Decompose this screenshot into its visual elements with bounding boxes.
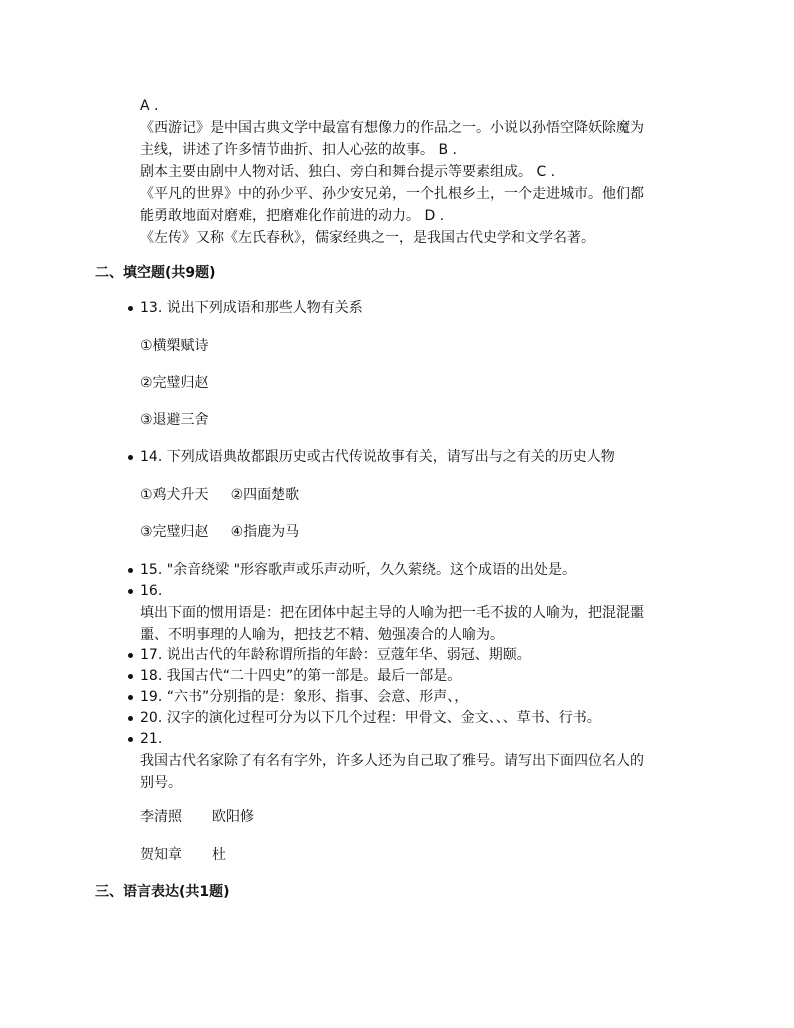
q21-item: 杜 <box>212 847 226 863</box>
q14-row <box>140 484 299 506</box>
q21-item: 欧阳修 <box>212 809 254 825</box>
question-number: 21. <box>140 731 163 747</box>
q13-item: ③退避三舍 <box>140 412 209 428</box>
question-16 <box>140 580 710 646</box>
question-17 <box>140 644 710 666</box>
bullet-icon <box>128 306 133 311</box>
q14-item: ③完璧归赵 <box>140 524 209 540</box>
intro-line: 主线，讲述了许多情节曲折、扣人心弦的故事。 B . <box>140 142 457 158</box>
q21-item: 李清照 <box>140 809 182 825</box>
bullet-icon <box>128 695 133 700</box>
intro-line: 《左传》又称《左氏春秋》，儒家经典之一，是我国古代史学和文学名著。 <box>140 230 595 246</box>
intro-line: A . <box>140 98 159 114</box>
section-heading-expression: 三、语言表达(共1题) <box>95 884 230 900</box>
q14-item: ①鸡犬升天 <box>140 487 209 503</box>
intro-line: 《平凡的世界》中的孙少平、孙少安兄弟，一个扎根乡土，一个走进城市。他们都 <box>140 186 644 202</box>
question-15 <box>140 559 710 581</box>
question-text: 18. 我国古代“二十四史”的第一部是。最后一部是。 <box>140 668 462 684</box>
question-text: 13. 说出下列成语和那些人物有关系 <box>140 300 363 316</box>
question-18 <box>140 665 710 687</box>
question-text: 19. “六书”分别指的是：象形、指事、会意、形声、， <box>140 689 469 705</box>
question-19 <box>140 686 710 708</box>
bullet-icon <box>128 568 133 573</box>
question-20 <box>140 707 710 729</box>
question-13 <box>140 297 710 319</box>
q14-row <box>140 521 299 543</box>
bullet-icon <box>128 653 133 658</box>
question-text: 17. 说出古代的年龄称谓所指的年龄：豆蔻年华、弱冠、期颐。 <box>140 647 531 663</box>
bullet-icon <box>128 716 133 721</box>
bullet-icon <box>128 737 133 742</box>
intro-options-block <box>140 95 710 249</box>
intro-line: 能勇敢地面对磨难，把磨难化作前进的动力。 D . <box>140 208 445 224</box>
question-text-line: 填出下面的惯用语是：把在团体中起主导的人喻为把一毛不拔的人喻为，把混混噩 <box>140 605 644 621</box>
question-number: 16. <box>140 583 163 599</box>
q14-item: ②四面楚歌 <box>230 487 300 503</box>
q21-row <box>140 844 226 866</box>
q13-item: ①横槊赋诗 <box>140 338 209 354</box>
intro-line: 剧本主要由剧中人物对话、独白、旁白和舞台提示等要素组成。 C . <box>140 164 556 180</box>
question-text-line: 噩、不明事理的人喻为，把技艺不精、勉强凑合的人喻为。 <box>140 627 504 643</box>
bullet-icon <box>128 455 133 460</box>
question-14 <box>140 446 710 468</box>
question-text-line: 我国古代名家除了有名有字外，许多人还为自己取了雅号。请写出下面四位名人的 <box>140 753 644 769</box>
question-text-line: 别号。 <box>140 775 182 791</box>
q21-row <box>140 806 254 828</box>
question-text: 20. 汉字的演化过程可分为以下几个过程：甲骨文、金文、、、草书、行书。 <box>140 710 601 726</box>
q13-item: ②完璧归赵 <box>140 375 209 391</box>
question-21 <box>140 728 710 794</box>
bullet-icon <box>128 589 133 594</box>
question-text: 15. "余音绕梁 "形容歌声或乐声动听，久久萦绕。这个成语的出处是。 <box>140 562 577 578</box>
q14-item: ④指鹿为马 <box>230 524 300 540</box>
q21-item: 贺知章 <box>140 847 182 863</box>
bullet-icon <box>128 674 133 679</box>
intro-line: 《西游记》是中国古典文学中最富有想像力的作品之一。小说以孙悟空降妖除魔为 <box>140 120 644 136</box>
section-heading-fill-in: 二、填空题(共9题) <box>95 265 216 281</box>
question-text: 14. 下列成语典故都跟历史或古代传说故事有关，请写出与之有关的历史人物 <box>140 449 615 465</box>
